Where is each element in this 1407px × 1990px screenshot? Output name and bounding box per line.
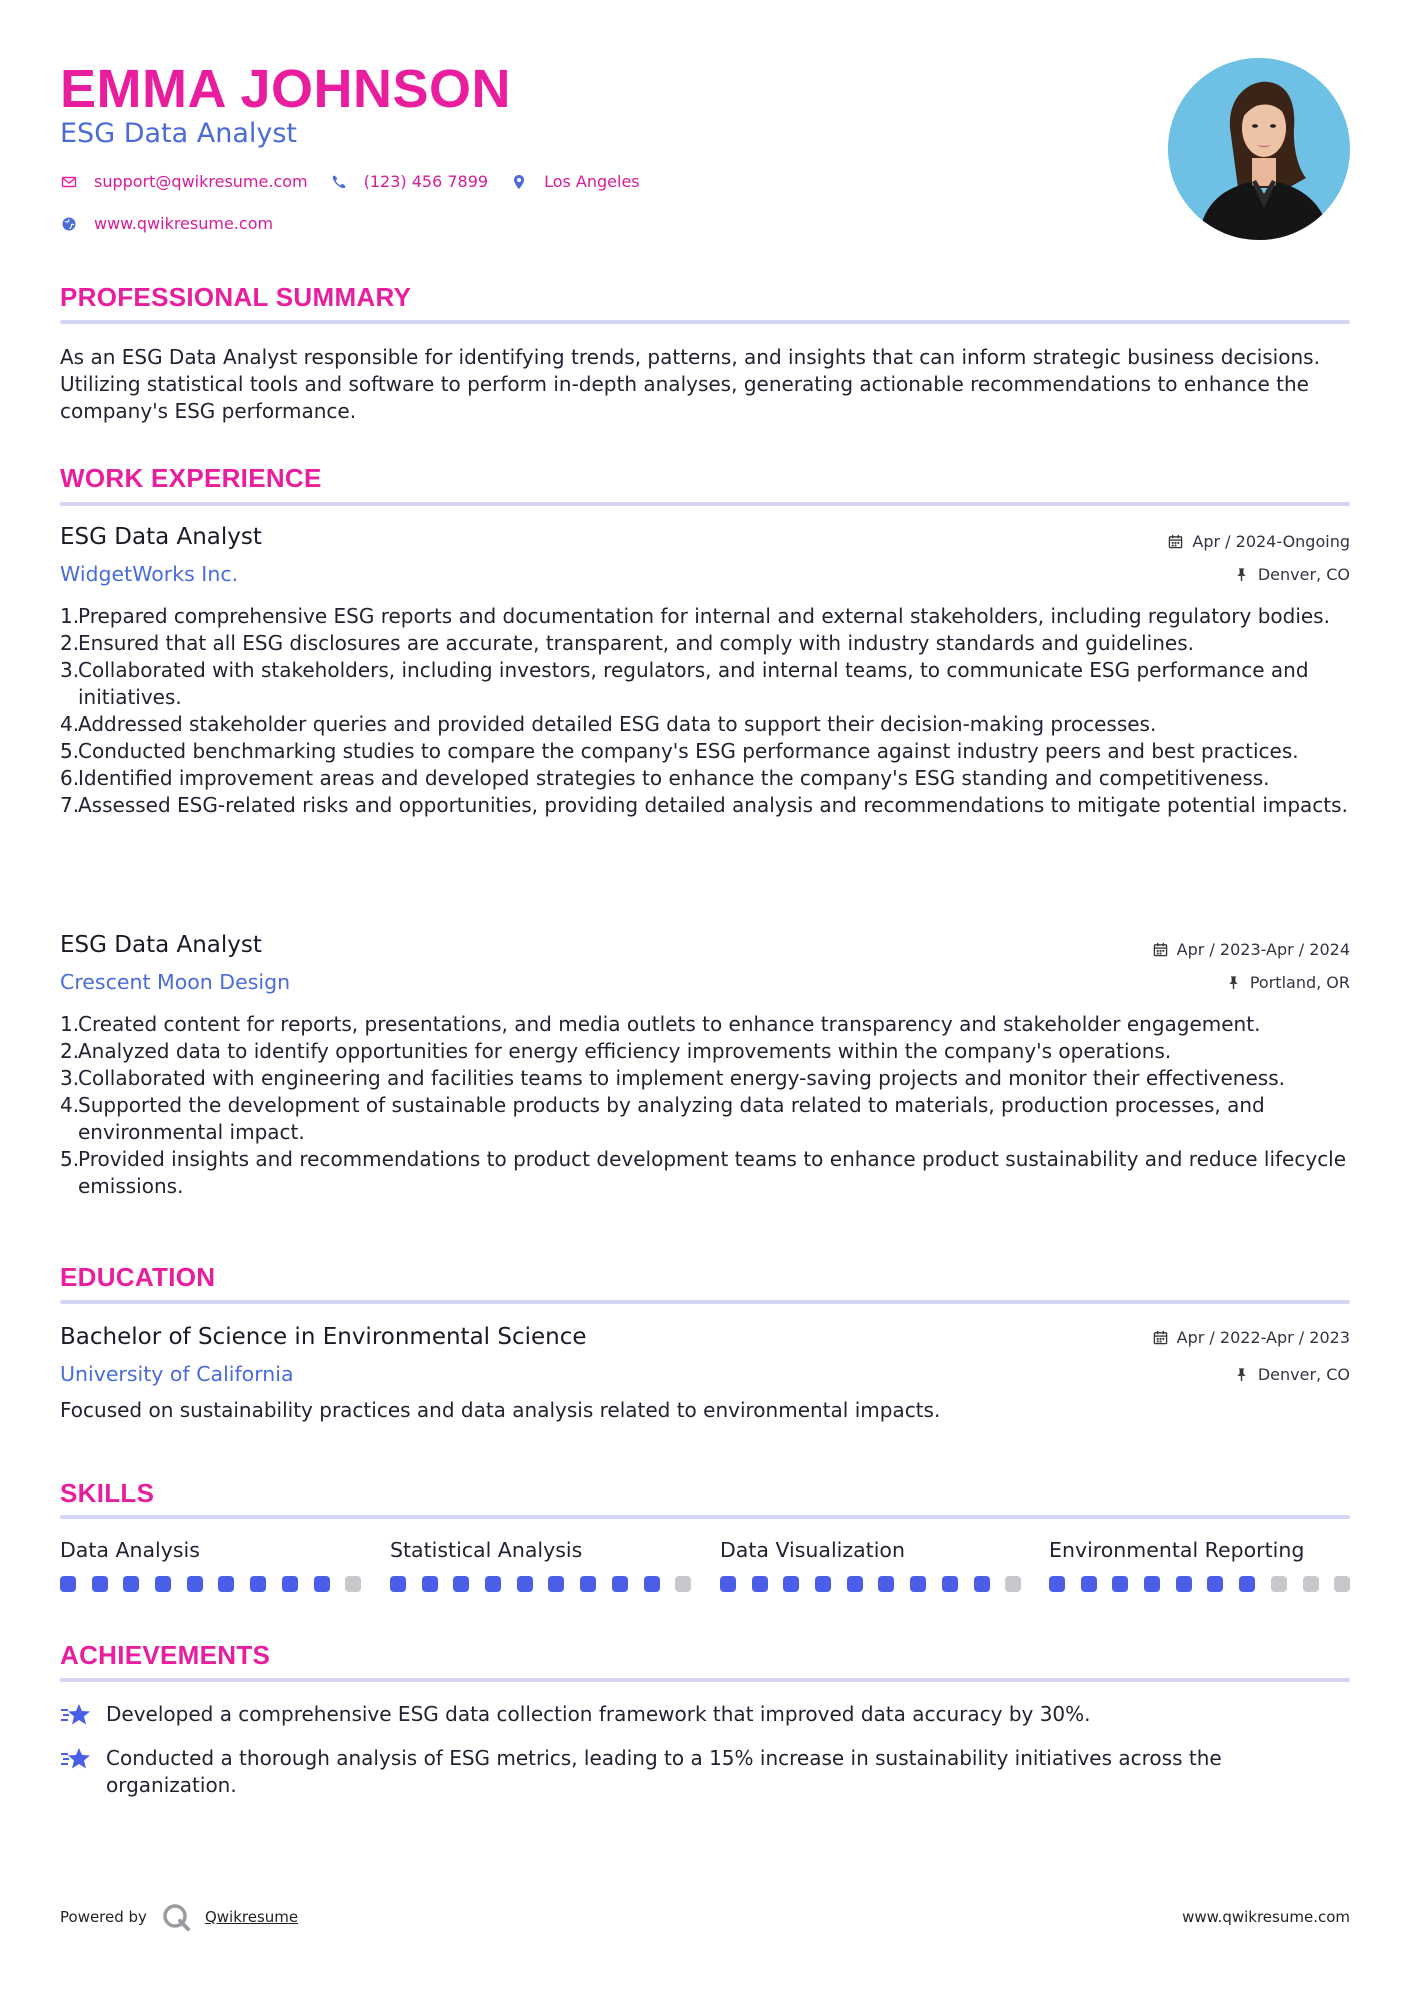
skill-dot-filled [422,1576,438,1592]
skill-name: Environmental Reporting [1049,1538,1305,1562]
envelope-icon [60,173,78,191]
calendar-icon [1153,942,1169,958]
skill-rating [390,1576,707,1592]
skill-rating [1049,1576,1366,1592]
education-description: Focused on sustainability practices and data analysis related to environmental impacts. [60,1398,941,1422]
degree-title: Bachelor of Science in Environmental Science [60,1324,587,1350]
list-item: 1. Created content for reports, presentations, and media outlets to enhance transparency and stakeholder engagement. [60,1012,1261,1036]
job-dates-text: Apr / 2023-Apr / 2024 [1176,940,1350,959]
pushpin-icon [1226,975,1242,991]
calendar-icon [1153,1330,1169,1346]
section-divider [60,320,1350,324]
skill-dot-filled [847,1576,863,1592]
skill-dot-filled [485,1576,501,1592]
pushpin-icon [1234,567,1250,583]
skill-dot-filled [1207,1576,1223,1592]
job-bullets [60,1011,1350,1200]
skill-dot-filled [878,1576,894,1592]
skill-dot-filled [92,1576,108,1592]
skill-dot-filled [390,1576,406,1592]
globe-icon [60,215,78,233]
skill-dot-filled [720,1576,736,1592]
skill-dot-filled [60,1576,76,1592]
job-dates-text: Apr / 2024-Ongoing [1192,532,1350,551]
job-location-text: Denver, CO [1257,565,1350,584]
list-item: 7. Assessed ESG-related risks and opportunities, providing detailed analysis and recommendations to mitigate potential impacts. [60,793,1348,817]
education-dates [1153,1328,1350,1347]
skill-item [720,1538,1020,1562]
education-location [1234,1365,1350,1384]
list-item: 5. Provided insights and recommendations to product development teams to enhance product sustainability and reduce lifecycle emissions. [60,1147,1347,1198]
location-text: Los Angeles [544,172,640,191]
skill-dot-filled [942,1576,958,1592]
list-item: 3. Collaborated with stakeholders, including investors, regulators, and internal teams, to communicate ESG performance and initiatives. [60,658,1309,709]
phone-item[interactable] [330,172,488,191]
skills-heading: SKILLS [60,1478,155,1508]
skill-name: Data Analysis [60,1538,200,1562]
list-item: 4. Addressed stakeholder queries and provided detailed ESG data to support their decision-making processes. [60,712,1157,736]
section-divider [60,1678,1350,1682]
website-item[interactable] [60,214,273,233]
candidate-title: ESG Data Analyst [60,118,298,149]
skill-dot-filled [187,1576,203,1592]
star-icon [60,1701,92,1729]
skill-dot-filled [548,1576,564,1592]
skill-dot-filled [612,1576,628,1592]
achievement-text: Conducted a thorough analysis of ESG metrics, leading to a 15% increase in sustainability initiatives across the organization. [106,1746,1222,1797]
job-location [1234,565,1350,584]
skill-dot-empty [1271,1576,1287,1592]
skill-dot-filled [910,1576,926,1592]
job-title: ESG Data Analyst [60,932,262,958]
achievement-item [60,1745,1350,1799]
skill-item [60,1538,360,1562]
achievement-item [60,1701,1350,1729]
skill-dot-empty [1334,1576,1350,1592]
summary-heading: PROFESSIONAL SUMMARY [60,282,412,312]
list-item: 4. Supported the development of sustainable products by analyzing data related to materials, production processes, and environmental impact. [60,1093,1265,1144]
skill-dot-filled [123,1576,139,1592]
skill-dot-filled [815,1576,831,1592]
skill-dot-filled [453,1576,469,1592]
skill-dot-filled [1112,1576,1128,1592]
skill-dot-empty [1303,1576,1319,1592]
skill-dot-filled [155,1576,171,1592]
skill-dot-filled [783,1576,799,1592]
education-location-text: Denver, CO [1257,1365,1350,1384]
education-dates-text: Apr / 2022-Apr / 2023 [1176,1328,1350,1347]
list-item: 2. Ensured that all ESG disclosures are accurate, transparent, and comply with industry standards and guidelines. [60,631,1194,655]
skill-dot-filled [974,1576,990,1592]
skill-dot-empty [1005,1576,1021,1592]
skill-dot-filled [580,1576,596,1592]
contact-row [60,172,662,191]
calendar-icon [1168,534,1184,550]
powered-by-label: Powered by [60,1908,147,1926]
skill-dot-filled [250,1576,266,1592]
skill-name: Data Visualization [720,1538,905,1562]
skill-dot-filled [1176,1576,1192,1592]
achievements-heading: ACHIEVEMENTS [60,1640,271,1670]
skill-dot-filled [282,1576,298,1592]
job-location [1226,973,1350,992]
achievement-text: Developed a comprehensive ESG data collection framework that improved data accuracy by 30%. [106,1702,1091,1726]
qwikresume-logo-icon [161,1902,191,1932]
skill-dot-filled [1239,1576,1255,1592]
experience-heading: WORK EXPERIENCE [60,463,322,493]
list-item: 1. Prepared comprehensive ESG reports and documentation for internal and external stakeholders, including regulatory bodies. [60,604,1330,628]
email-text[interactable]: support@qwikresume.com [94,172,308,191]
skill-dot-filled [752,1576,768,1592]
star-icon [60,1745,92,1773]
map-pin-icon [510,173,528,191]
list-item: 6. Identified improvement areas and developed strategies to enhance the company's ESG standing and competitiveness. [60,766,1270,790]
skill-rating [720,1576,1037,1592]
phone-icon [330,173,348,191]
profile-photo [1168,58,1350,240]
qwikresume-link[interactable]: Qwikresume [204,1908,299,1926]
pushpin-icon [1234,1367,1250,1383]
job-dates [1153,940,1350,959]
skill-dot-filled [1144,1576,1160,1592]
school-name: University of California [60,1362,294,1386]
list-item: 5. Conducted benchmarking studies to compare the company's ESG performance against industry peers and best practices. [60,739,1299,763]
summary-text: As an ESG Data Analyst responsible for identifying trends, patterns, and insights that can inform strategic business decisions. Utilizing statistical tools and software to perform in-depth analyses, generating actionable recommendations to enhance the company's ESG performance. [60,345,1320,423]
job-bullets [60,603,1350,819]
phone-text[interactable]: (123) 456 7899 [363,172,489,191]
skill-dot-filled [517,1576,533,1592]
list-item: 2. Analyzed data to identify opportunities for energy efficiency improvements within the company's operations. [60,1039,1172,1063]
skill-rating [60,1576,377,1592]
section-divider [60,1515,1350,1519]
skill-dot-filled [1049,1576,1065,1592]
skill-dot-filled [218,1576,234,1592]
skill-item [390,1538,690,1562]
job-title: ESG Data Analyst [60,524,262,550]
education-heading: EDUCATION [60,1262,216,1292]
website-text[interactable]: www.qwikresume.com [94,214,274,233]
footer-powered-by [60,1902,298,1932]
company-name: WidgetWorks Inc. [60,562,239,586]
company-name: Crescent Moon Design [60,970,291,994]
contact-row-2 [60,214,295,233]
job-dates [1168,532,1350,551]
skill-item [1049,1538,1349,1562]
skill-dot-empty [345,1576,361,1592]
job-location-text: Portland, OR [1249,973,1350,992]
skill-dot-filled [644,1576,660,1592]
skill-name: Statistical Analysis [390,1538,583,1562]
skill-dot-empty [675,1576,691,1592]
footer-website[interactable]: www.qwikresume.com [1182,1908,1350,1926]
skill-dot-filled [314,1576,330,1592]
skill-dot-filled [1081,1576,1097,1592]
section-divider [60,1300,1350,1304]
email-item[interactable] [60,172,308,191]
location-item [510,172,640,191]
candidate-name: EMMA JOHNSON [60,59,512,119]
section-divider [60,502,1350,506]
list-item: 3. Collaborated with engineering and facilities teams to implement energy-saving projects and monitor their effectiveness. [60,1066,1285,1090]
resume-page [60,0,1350,1990]
